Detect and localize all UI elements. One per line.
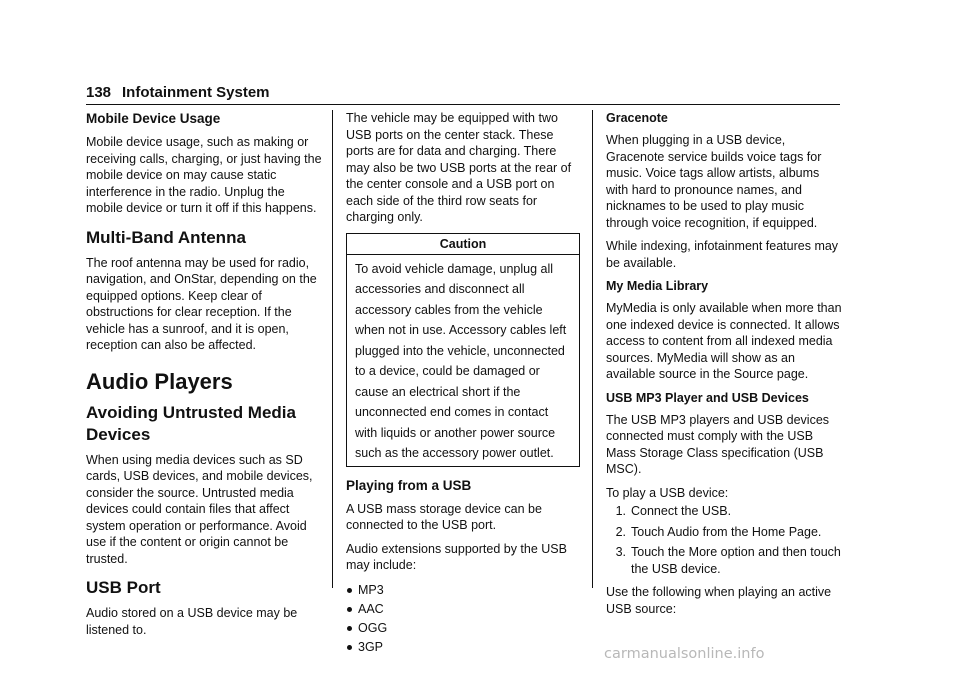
caution-box bbox=[346, 233, 580, 467]
gracenote-text: When plugging in a USB device, Gracenote service builds voice tags for music. Voice tags allow artists, albums with hard to pronounce names, and nicknames to be used to play music through voice recognition, if equipped. bbox=[606, 133, 822, 230]
gracenote-heading: Gracenote bbox=[606, 111, 668, 125]
list-item: OGG bbox=[346, 619, 580, 638]
untrusted-text: When using media devices such as SD cards, USB devices, and mobile devices, consider the source. Untrusted media devices could contain files that affect system operation or performance. Avoid use if the content or origin cannot be trusted. bbox=[86, 452, 313, 566]
usb-ports-text: The vehicle may be equipped with two USB ports on the center stack. These ports are for data and charging. There may also be two USB ports at the rear of the center console and a USB port on each side of the third row seats for charging only. bbox=[346, 111, 572, 224]
play-intro: To play a USB device: bbox=[606, 485, 729, 500]
caution-text: To avoid vehicle damage, unplug all accessories and disconnect all accessory cables from the vehicle when not in use. Accessory cables left plugged into the vehicle, unconnected to a device, could be damaged or cause an electrical short if the unconnected end comes in contact with liquids or another power source such as the accessory power outlet. bbox=[355, 261, 567, 460]
list-item: MP3 bbox=[346, 581, 580, 600]
list-item: AAC bbox=[346, 600, 580, 619]
steps-list bbox=[606, 503, 844, 577]
antenna-text: The roof antenna may be used for radio, navigation, and OnStar, depending on the equipped options. Keep clear of obstructions for clear reception. If the vehicle has a sunroof, and it is open, reception can also be affected. bbox=[86, 255, 317, 352]
usb-port-heading: USB Port bbox=[86, 578, 161, 597]
mobile-text: Mobile device usage, such as making or receiving calls, charging, or just having the mobile device on may cause static interference in the radio. Unplug the mobile device or turn it off if this happens. bbox=[86, 135, 322, 215]
caution-title: Caution bbox=[347, 234, 579, 255]
mobile-heading: Mobile Device Usage bbox=[86, 111, 221, 126]
column-right bbox=[606, 110, 844, 624]
list-item: 3GP bbox=[346, 638, 580, 657]
bullet-icon bbox=[347, 626, 352, 631]
page-header bbox=[86, 84, 840, 105]
extensions-list bbox=[346, 581, 580, 657]
watermark: carmanualsonline.info bbox=[604, 646, 765, 662]
library-text: MyMedia is only available when more than one indexed device is connected. It allows access to content from all indexed media sources. MyMedia will show as an available source in the Source page. bbox=[606, 301, 842, 381]
active-source-text: Use the following when playing an active USB source: bbox=[606, 585, 832, 616]
section-title: Infotainment System bbox=[122, 84, 270, 101]
antenna-heading: Multi-Band Antenna bbox=[86, 227, 246, 247]
playing-heading: Playing from a USB bbox=[346, 477, 472, 493]
library-heading: My Media Library bbox=[606, 279, 709, 293]
playing-text: A USB mass storage device can be connected to the USB port. bbox=[346, 501, 542, 532]
mp3-text: The USB MP3 players and USB devices connected must comply with the USB Mass Storage Class specification (USB MSC). bbox=[606, 412, 830, 476]
untrusted-heading: Avoiding Untrusted Media Devices bbox=[86, 402, 296, 444]
bullet-icon bbox=[347, 588, 352, 593]
bullet-icon bbox=[347, 607, 352, 612]
column-divider bbox=[332, 110, 333, 588]
list-item: 2. Touch Audio from the Home Page. bbox=[615, 524, 822, 539]
list-item: 3. Touch the More option and then touch the USB device. bbox=[615, 545, 841, 576]
usb-port-text: Audio stored on a USB device may be listened to. bbox=[86, 606, 298, 637]
mp3-heading: USB MP3 Player and USB Devices bbox=[606, 390, 809, 405]
indexing-text: While indexing, infotainment features may be available. bbox=[606, 239, 839, 270]
column-middle bbox=[346, 110, 580, 663]
column-left bbox=[86, 110, 322, 645]
page-number: 138 bbox=[86, 84, 112, 101]
list-item: 1. Connect the USB. bbox=[615, 504, 732, 518]
extensions-text: Audio extensions supported by the USB may include: bbox=[346, 541, 567, 572]
bullet-icon bbox=[347, 645, 352, 650]
audio-heading: Audio Players bbox=[86, 368, 233, 394]
column-divider bbox=[592, 110, 593, 588]
